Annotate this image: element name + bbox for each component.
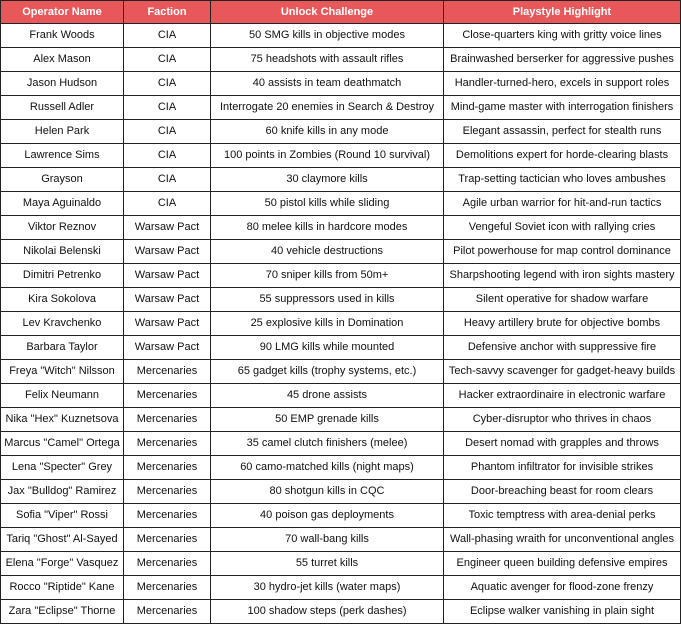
unlock-challenge-cell: 60 knife kills in any mode [211,120,444,144]
unlock-challenge-cell: 65 gadget kills (trophy systems, etc.) [211,360,444,384]
faction-cell: Mercenaries [124,504,211,528]
operator-name-cell: Marcus "Camel" Ortega [1,432,124,456]
table-row [1,168,681,192]
unlock-challenge-cell: 100 points in Zombies (Round 10 survival) [211,144,444,168]
table-row [1,480,681,504]
operator-name-cell: Lena "Specter" Grey [1,456,124,480]
table-row [1,240,681,264]
faction-cell: Mercenaries [124,576,211,600]
faction-cell: Mercenaries [124,360,211,384]
faction-cell: Warsaw Pact [124,216,211,240]
unlock-challenge-cell: 55 suppressors used in kills [211,288,444,312]
playstyle-highlight-cell: Mind-game master with interrogation finishers [444,96,681,120]
playstyle-highlight-cell: Cyber-disruptor who thrives in chaos [444,408,681,432]
unlock-challenge-cell: 40 assists in team deathmatch [211,72,444,96]
playstyle-highlight-cell: Hacker extraordinaire in electronic warfare [444,384,681,408]
operator-name-cell: Freya "Witch" Nilsson [1,360,124,384]
playstyle-highlight-cell: Engineer queen building defensive empires [444,552,681,576]
table-row [1,456,681,480]
header-faction: Faction [124,1,211,24]
faction-cell: Mercenaries [124,600,211,624]
table-row [1,312,681,336]
header-operator-name: Operator Name [1,1,124,24]
header-row [1,1,681,24]
playstyle-highlight-cell: Tech-savvy scavenger for gadget-heavy builds [444,360,681,384]
faction-cell: CIA [124,48,211,72]
operator-name-cell: Nikolai Belenski [1,240,124,264]
unlock-challenge-cell: 70 wall-bang kills [211,528,444,552]
playstyle-highlight-cell: Agile urban warrior for hit-and-run tactics [444,192,681,216]
unlock-challenge-cell: Interrogate 20 enemies in Search & Destroy [211,96,444,120]
unlock-challenge-cell: 100 shadow steps (perk dashes) [211,600,444,624]
unlock-challenge-cell: 45 drone assists [211,384,444,408]
faction-cell: Mercenaries [124,432,211,456]
operator-name-cell: Tariq "Ghost" Al-Sayed [1,528,124,552]
unlock-challenge-cell: 25 explosive kills in Domination [211,312,444,336]
playstyle-highlight-cell: Door-breaching beast for room clears [444,480,681,504]
playstyle-highlight-cell: Desert nomad with grapples and throws [444,432,681,456]
operator-name-cell: Lawrence Sims [1,144,124,168]
operator-name-cell: Jason Hudson [1,72,124,96]
table-row [1,408,681,432]
faction-cell: Mercenaries [124,480,211,504]
operator-name-cell: Dimitri Petrenko [1,264,124,288]
playstyle-highlight-cell: Heavy artillery brute for objective bombs [444,312,681,336]
operator-name-cell: Helen Park [1,120,124,144]
unlock-challenge-cell: 40 poison gas deployments [211,504,444,528]
table-row [1,144,681,168]
operator-name-cell: Lev Kravchenko [1,312,124,336]
table-row [1,528,681,552]
faction-cell: Mercenaries [124,384,211,408]
faction-cell: CIA [124,168,211,192]
faction-cell: Mercenaries [124,528,211,552]
operator-name-cell: Maya Aguinaldo [1,192,124,216]
table-row [1,288,681,312]
table-row [1,48,681,72]
operator-name-cell: Barbara Taylor [1,336,124,360]
operator-name-cell: Nika "Hex" Kuznetsova [1,408,124,432]
table-header [1,1,681,24]
operator-name-cell: Rocco "Riptide" Kane [1,576,124,600]
playstyle-highlight-cell: Wall-phasing wraith for unconventional angles [444,528,681,552]
unlock-challenge-cell: 70 sniper kills from 50m+ [211,264,444,288]
faction-cell: CIA [124,24,211,48]
playstyle-highlight-cell: Aquatic avenger for flood-zone frenzy [444,576,681,600]
operator-name-cell: Elena "Forge" Vasquez [1,552,124,576]
operator-name-cell: Felix Neumann [1,384,124,408]
faction-cell: CIA [124,96,211,120]
table-row [1,552,681,576]
table-row [1,384,681,408]
faction-cell: Mercenaries [124,408,211,432]
unlock-challenge-cell: 50 SMG kills in objective modes [211,24,444,48]
playstyle-highlight-cell: Pilot powerhouse for map control dominance [444,240,681,264]
playstyle-highlight-cell: Eclipse walker vanishing in plain sight [444,600,681,624]
playstyle-highlight-cell: Phantom infiltrator for invisible strikes [444,456,681,480]
playstyle-highlight-cell: Defensive anchor with suppressive fire [444,336,681,360]
faction-cell: Mercenaries [124,552,211,576]
operator-name-cell: Alex Mason [1,48,124,72]
unlock-challenge-cell: 35 camel clutch finishers (melee) [211,432,444,456]
playstyle-highlight-cell: Elegant assassin, perfect for stealth runs [444,120,681,144]
operator-name-cell: Grayson [1,168,124,192]
unlock-challenge-cell: 50 pistol kills while sliding [211,192,444,216]
unlock-challenge-cell: 75 headshots with assault rifles [211,48,444,72]
table-body [1,24,681,624]
operator-name-cell: Russell Adler [1,96,124,120]
table-row [1,264,681,288]
playstyle-highlight-cell: Handler-turned-hero, excels in support roles [444,72,681,96]
faction-cell: CIA [124,192,211,216]
table-row [1,192,681,216]
faction-cell: Warsaw Pact [124,264,211,288]
operator-name-cell: Kira Sokolova [1,288,124,312]
faction-cell: Warsaw Pact [124,336,211,360]
table-row [1,600,681,624]
unlock-challenge-cell: 80 melee kills in hardcore modes [211,216,444,240]
table-row [1,360,681,384]
playstyle-highlight-cell: Close-quarters king with gritty voice lines [444,24,681,48]
unlock-challenge-cell: 60 camo-matched kills (night maps) [211,456,444,480]
faction-cell: Warsaw Pact [124,240,211,264]
table-row [1,336,681,360]
unlock-challenge-cell: 55 turret kills [211,552,444,576]
operator-name-cell: Sofia "Viper" Rossi [1,504,124,528]
operator-name-cell: Jax "Bulldog" Ramirez [1,480,124,504]
table-row [1,504,681,528]
unlock-challenge-cell: 90 LMG kills while mounted [211,336,444,360]
operator-name-cell: Zara "Eclipse" Thorne [1,600,124,624]
faction-cell: Mercenaries [124,456,211,480]
faction-cell: Warsaw Pact [124,312,211,336]
table-row [1,432,681,456]
unlock-challenge-cell: 30 hydro-jet kills (water maps) [211,576,444,600]
faction-cell: CIA [124,144,211,168]
playstyle-highlight-cell: Demolitions expert for horde-clearing blasts [444,144,681,168]
header-unlock-challenge: Unlock Challenge [211,1,444,24]
unlock-challenge-cell: 50 EMP grenade kills [211,408,444,432]
header-playstyle-highlight: Playstyle Highlight [444,1,681,24]
faction-cell: Warsaw Pact [124,288,211,312]
table-row [1,120,681,144]
unlock-challenge-cell: 40 vehicle destructions [211,240,444,264]
playstyle-highlight-cell: Sharpshooting legend with iron sights mastery [444,264,681,288]
table-row [1,576,681,600]
playstyle-highlight-cell: Toxic temptress with area-denial perks [444,504,681,528]
playstyle-highlight-cell: Silent operative for shadow warfare [444,288,681,312]
table-row [1,72,681,96]
unlock-challenge-cell: 30 claymore kills [211,168,444,192]
faction-cell: CIA [124,120,211,144]
playstyle-highlight-cell: Vengeful Soviet icon with rallying cries [444,216,681,240]
unlock-challenge-cell: 80 shotgun kills in CQC [211,480,444,504]
table-row [1,216,681,240]
table-row [1,96,681,120]
faction-cell: CIA [124,72,211,96]
playstyle-highlight-cell: Brainwashed berserker for aggressive pushes [444,48,681,72]
operator-name-cell: Viktor Reznov [1,216,124,240]
table-row [1,24,681,48]
playstyle-highlight-cell: Trap-setting tactician who loves ambushes [444,168,681,192]
operator-name-cell: Frank Woods [1,24,124,48]
